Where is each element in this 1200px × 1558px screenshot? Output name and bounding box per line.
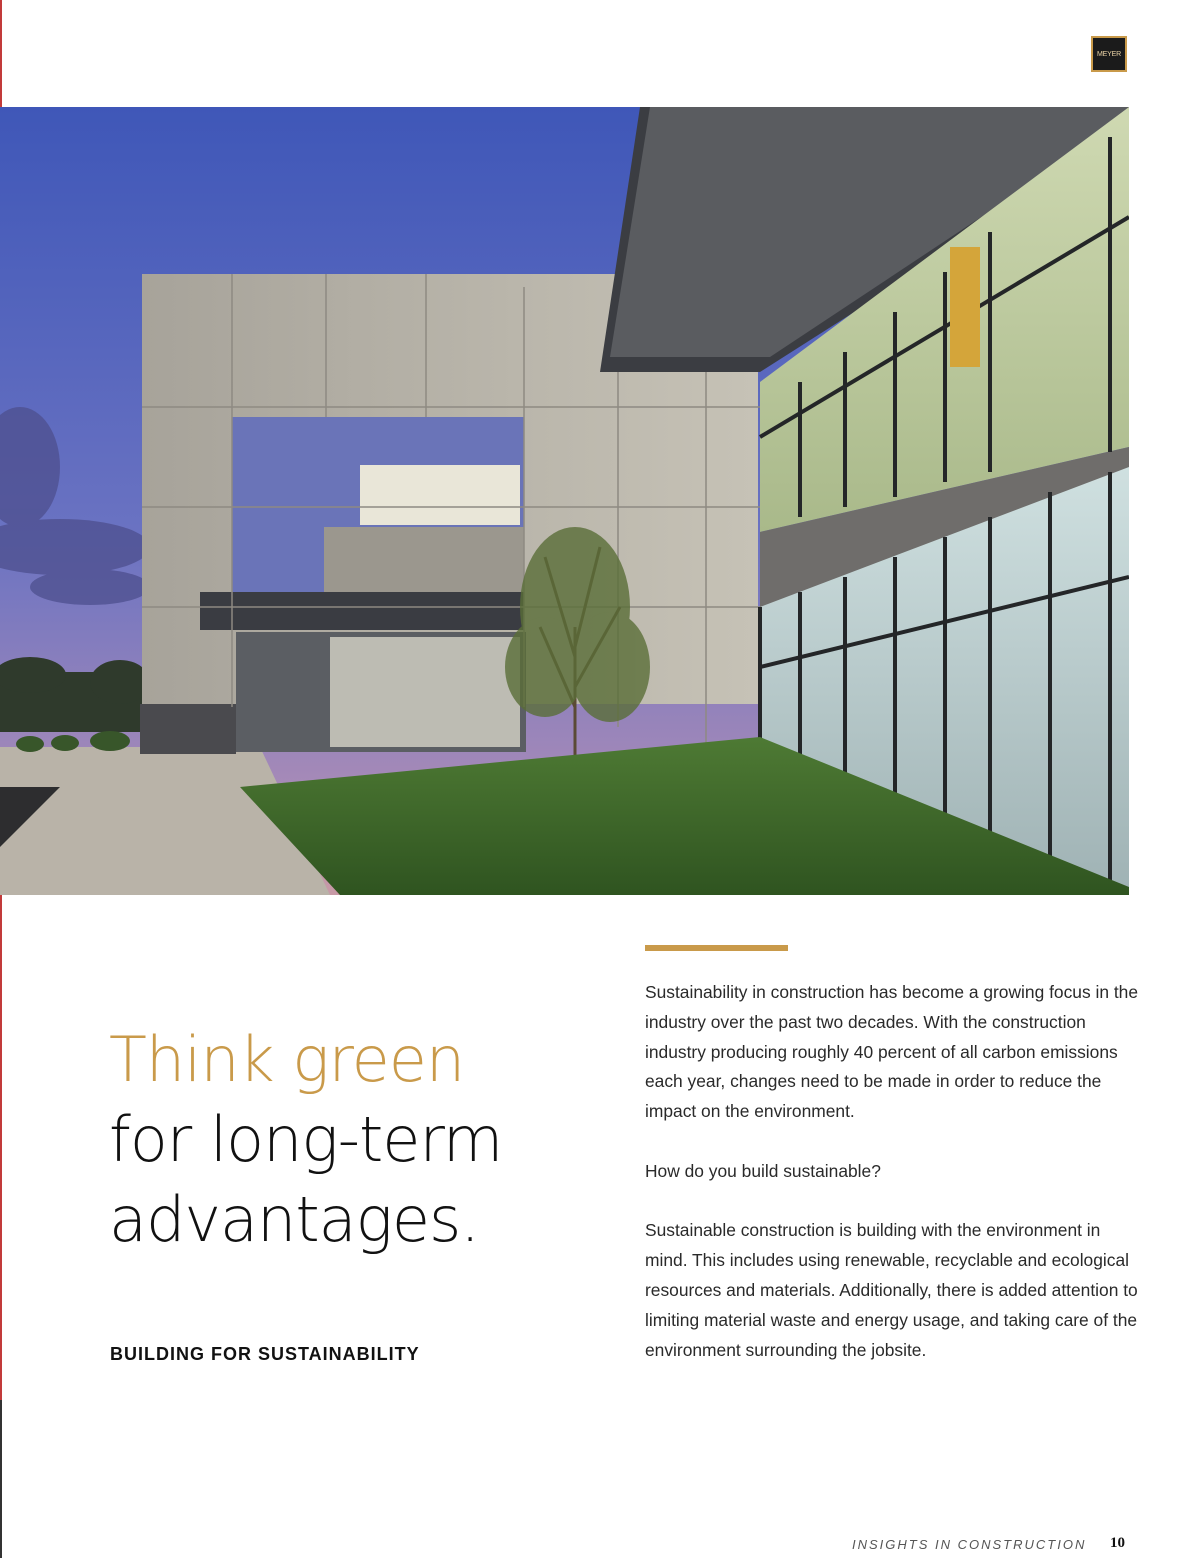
page-number: 10 [1110, 1535, 1125, 1551]
headline-line-3: advantages. [109, 1183, 479, 1256]
body-paragraph-3: Sustainable construction is building with the environment in mind. This includes using renewable, recyclable and ecological resources and materials. Additionally, there is added attention to limiting material waste and energy usage, and taking care of the environment surrounding the jobsite. [645, 1220, 1138, 1360]
logo-text: MEYER [1097, 50, 1121, 58]
hero-photo [0, 107, 1129, 895]
body-copy [645, 978, 1145, 1395]
body-paragraph-1: Sustainability in construction has become a growing focus in the industry over the past two decades. With the construction industry producing roughly 40 percent of all carbon emissions each year, changes need to be made in order to reduce the impact on the environment. [645, 982, 1139, 1122]
accent-rule [645, 945, 788, 951]
building-photo-illustration [0, 107, 1129, 895]
footer-publication: INSIGHTS IN CONSTRUCTION [852, 1537, 1087, 1552]
page-edge-line-lower [0, 1400, 2, 1558]
brand-logo [1091, 36, 1127, 72]
interior-accent-panel [950, 247, 980, 367]
headline-line-2: for long-term [109, 1103, 503, 1176]
page-headline [109, 1020, 629, 1260]
section-kicker: BUILDING FOR SUSTAINABILITY [110, 1344, 420, 1364]
headline-accent-line: Think green [109, 1023, 465, 1096]
body-paragraph-2: How do you build sustainable? [645, 1160, 881, 1181]
